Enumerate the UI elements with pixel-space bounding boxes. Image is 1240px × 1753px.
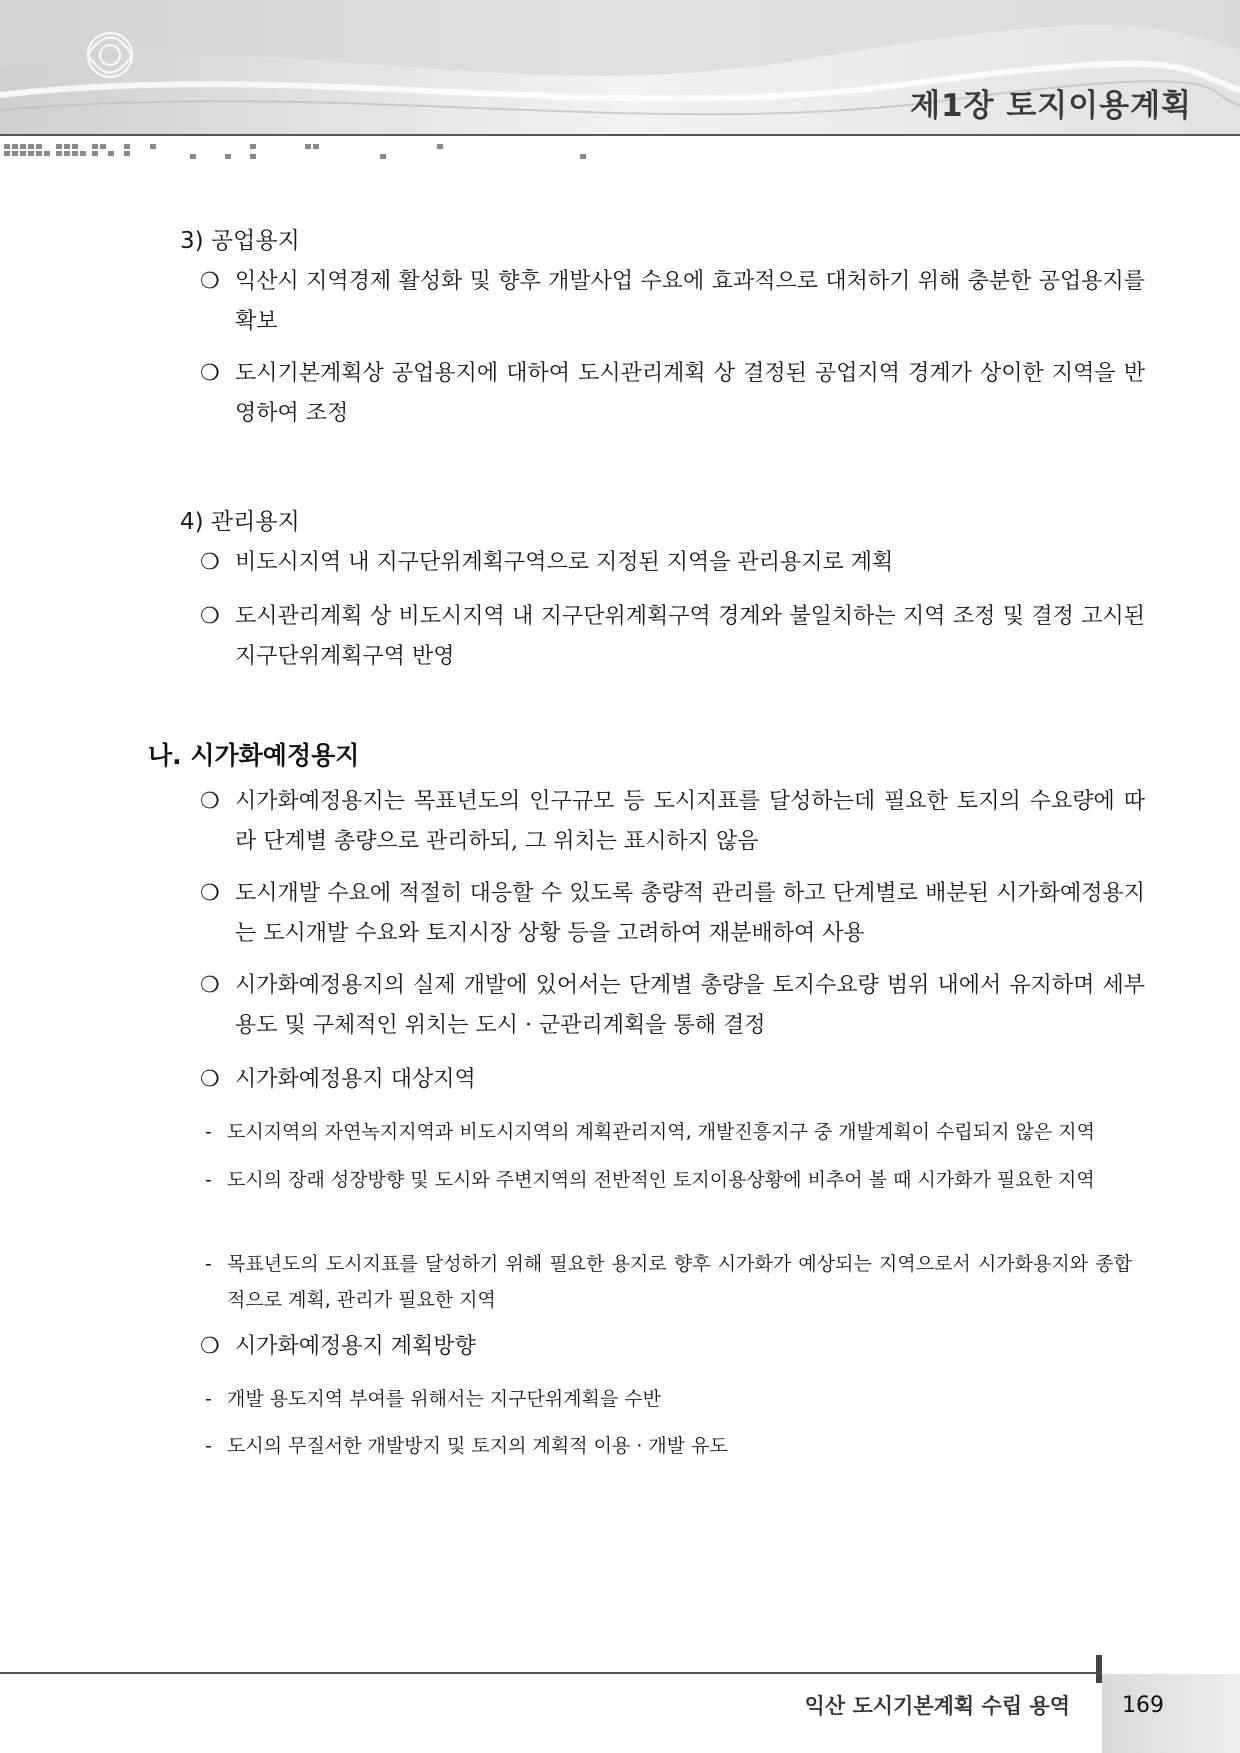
dash-marker: -: [205, 1253, 212, 1275]
bullet-item: [200, 597, 1145, 677]
bullet-item: [200, 354, 1145, 434]
circle-bullet-icon: ❍: [200, 1067, 220, 1092]
page-number: 169: [1122, 1693, 1164, 1718]
section-heading-industrial: 3) 공업용지: [180, 228, 300, 254]
dash-item: [205, 1381, 1132, 1417]
bullet-item: [200, 1060, 1145, 1100]
section-heading-urbanization: 나. 시가화예정용지: [148, 741, 360, 770]
circle-bullet-icon: ❍: [200, 1334, 220, 1359]
bullet-text: 시가화예정용지 계획방향: [235, 1334, 476, 1359]
bullet-item: [200, 874, 1145, 954]
dash-marker: -: [205, 1169, 212, 1191]
dash-text: 목표년도의 도시지표를 달성하기 위해 필요한 용지로 향후 시가화가 예상되는 지역으로서 시가화용지와 종합적으로 계획, 관리가 필요한 지역: [227, 1253, 1132, 1311]
bullet-text: 시가화예정용지의 실제 개발에 있어서는 단계별 총량을 토지수요량 범위 내에서 유지하며 세부용도 및 구체적인 위치는 도시 · 군관리계획을 통해 결정: [235, 973, 1145, 1038]
dash-marker: -: [205, 1121, 212, 1143]
circle-bullet-icon: ❍: [200, 881, 220, 906]
bullet-text: 시가화예정용지는 목표년도의 인구규모 등 도시지표를 달성하는데 필요한 토지의 수요량에 따라 단계별 총량으로 관리하되, 그 위치는 표시하지 않음: [235, 789, 1145, 854]
section-heading-management: 4) 관리용지: [180, 509, 300, 535]
dash-marker: -: [205, 1388, 212, 1410]
header-divider: [0, 134, 1240, 136]
dash-text: 도시지역의 자연녹지지역과 비도시지역의 계획관리지역, 개발진흥지구 중 개발계획이 수립되지 않은 지역: [227, 1121, 1095, 1143]
circle-bullet-icon: ❍: [200, 550, 220, 575]
pixel-pattern-decoration: [0, 142, 620, 162]
chapter-title: 제1장 토지이용계획: [910, 88, 1192, 124]
circle-bullet-icon: ❍: [200, 269, 220, 294]
dash-marker: -: [205, 1435, 212, 1457]
bullet-item: [200, 1327, 1145, 1367]
circle-bullet-icon: ❍: [200, 361, 220, 386]
footer-divider: [0, 1672, 1102, 1674]
bullet-text: 비도시지역 내 지구단위계획구역으로 지정된 지역을 관리용지로 계획: [235, 550, 894, 575]
dash-text: 도시의 무질서한 개발방지 및 토지의 계획적 이용 · 개발 유도: [227, 1435, 728, 1457]
bullet-text: 도시개발 수요에 적절히 대응할 수 있도록 총량적 관리를 하고 단계별로 배분된 시가화예정용지는 도시개발 수요와 토지시장 상황 등을 고려하여 재분배하여 사용: [235, 881, 1145, 946]
dash-text: 개발 용도지역 부여를 위해서는 지구단위계획을 수반: [227, 1388, 661, 1410]
dash-item: [205, 1114, 1132, 1150]
bullet-item: [200, 966, 1145, 1046]
circle-bullet-icon: ❍: [200, 604, 220, 629]
bullet-text: 도시관리계획 상 비도시지역 내 지구단위계획구역 경계와 불일치하는 지역 조정 및 결정 고시된 지구단위계획구역 반영: [235, 604, 1145, 669]
bullet-text: 도시기본계획상 공업용지에 대하여 도시관리계획 상 결정된 공업지역 경계가 상이한 지역을 반영하여 조정: [235, 361, 1145, 426]
dash-item: [205, 1428, 1132, 1464]
bullet-text: 시가화예정용지 대상지역: [235, 1067, 476, 1092]
bullet-text: 익산시 지역경제 활성화 및 향후 개발사업 수요에 효과적으로 대처하기 위해 충분한 공업용지를 확보: [235, 269, 1145, 334]
bullet-item: [200, 543, 1145, 583]
footer-document-title: 익산 도시기본계획 수립 용역: [804, 1694, 1070, 1718]
bullet-item: [200, 782, 1145, 862]
circle-bullet-icon: ❍: [200, 789, 220, 814]
dash-item: [205, 1162, 1132, 1198]
circle-bullet-icon: ❍: [200, 973, 220, 998]
bullet-item: [200, 262, 1145, 342]
dash-item: [205, 1246, 1132, 1318]
dash-text: 도시의 장래 성장방향 및 도시와 주변지역의 전반적인 토지이용상황에 비추어 볼 때 시가화가 필요한 지역: [227, 1169, 1095, 1191]
